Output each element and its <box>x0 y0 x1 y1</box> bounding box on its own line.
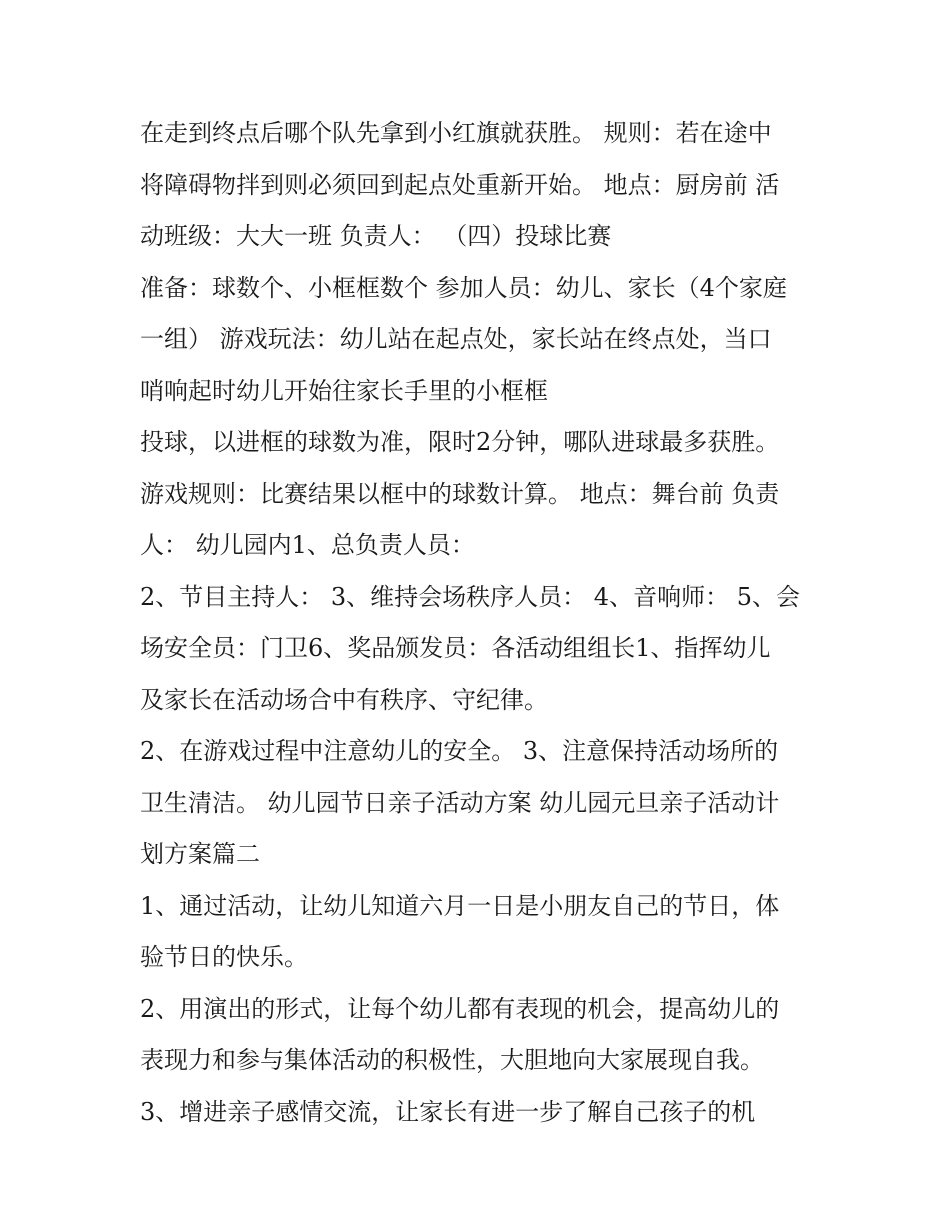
document-body <box>140 108 820 1138</box>
text-line: 表现力和参与集体活动的积极性，大胆地向大家展现自我。 <box>140 1046 764 1074</box>
text-line: 将障碍物拌到则必须回到起点处重新开始。 地点：厨房前 活 <box>140 170 780 199</box>
text-line: 一组） 游戏玩法：幼儿站在起点处，家长站在终点处，当口 <box>140 325 772 353</box>
text-line: 划方案篇二 <box>140 840 260 868</box>
text-line: 动班级：大大一班 负责人： （四）投球比赛 <box>140 222 612 250</box>
text-line: 2、在游戏过程中注意幼儿的安全。 3、注意保持活动场所的 <box>140 737 779 765</box>
text-line: 1、通过活动，让幼儿知道六月一日是小朋友自己的节日，体 <box>140 891 780 920</box>
text-line: 验节日的快乐。 <box>140 943 308 971</box>
text-line: 2、节目主持人： 3、维持会场秩序人员： 4、音响师： 5、会 <box>140 582 800 611</box>
text-line: 在走到终点后哪个队先拿到小红旗就获胜。 规则：若在途中 <box>140 119 772 147</box>
text-line: 投球，以进框的球数为准，限时2分钟，哪队进球最多获胜。 <box>140 428 780 456</box>
text-line: 3、增进亲子感情交流，让家长有进一步了解自己孩子的机 <box>140 1097 756 1126</box>
text-line: 人： 幼儿园内1、总负责人员： <box>140 531 475 559</box>
text-line: 准备：球数个、小框框数个 参加人员：幼儿、家长（4个家庭 <box>140 273 787 302</box>
text-line: 及家长在活动场合中有秩序、守纪律。 <box>140 685 548 714</box>
text-line: 场安全员：门卫6、奖品颁发员：各活动组组长1、指挥幼儿 <box>140 634 771 662</box>
text-line: 2、用演出的形式，让每个幼儿都有表现的机会，提高幼儿的 <box>140 994 780 1023</box>
text-line: 哨响起时幼儿开始往家长手里的小框框 <box>140 376 548 405</box>
text-line: 游戏规则：比赛结果以框中的球数计算。 地点：舞台前 负责 <box>140 479 780 508</box>
text-line: 卫生清洁。 幼儿园节日亲子活动方案 幼儿园元旦亲子活动计 <box>140 788 780 817</box>
